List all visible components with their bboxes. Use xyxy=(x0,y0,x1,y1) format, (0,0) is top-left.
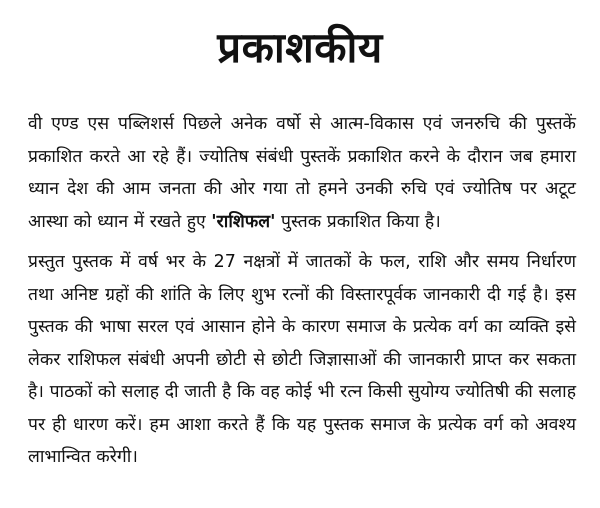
book-name-emphasis: 'राशिफल' xyxy=(211,211,276,232)
body-text xyxy=(28,108,576,482)
paragraph-1-text: वी एण्ड एस पब्लिशर्स पिछले अनेक वर्षो से आत्म-विकास एवं जनरुचि की पुस्तकें प्रकाशित करते आ रहे हैं। ज्योतिष संबंधी पुस्तकें प्रकाशित करने के दौरान जब हमारा ध्यान देश की आम जनता की ओर गया तो हमने उनकी रुचि एवं ज्योतिष पर अटूट आस्था को ध्यान में रखते हुए xyxy=(28,114,576,232)
paragraph-1 xyxy=(28,108,576,238)
paragraph-1-ending: पुस्तक प्रकाशित किया है। xyxy=(275,211,441,232)
page-title: प्रकाशकीय xyxy=(217,23,383,72)
paragraph-2: प्रस्तुत पुस्तक में वर्ष भर के 27 नक्षत्रों में जातकों के फल, राशि और समय निर्धारण तथा अनिष्ट ग्रहों की शांति के लिए शुभ रत्नों की विस्तारपूर्वक जानकारी दी गई है। इस पुस्तक की भाषा सरल एवं आसान होने के कारण समाज के प्रत्येक वर्ग का व्यक्ति इसे लेकर राशिफल संबंधी अपनी छोटी से छोटी जिज्ञासाओं की जानकारी प्राप्त कर सकता है। पाठकों को सलाह दी जाती है कि वह कोई भी रत्न किसी सुयोग्य ज्योतिषी की सलाह पर ही धारण करें। हम आशा करते हैं कि यह पुस्तक समाज के प्रत्येक वर्ग को अवश्य लाभान्वित करेगी। xyxy=(28,252,576,467)
